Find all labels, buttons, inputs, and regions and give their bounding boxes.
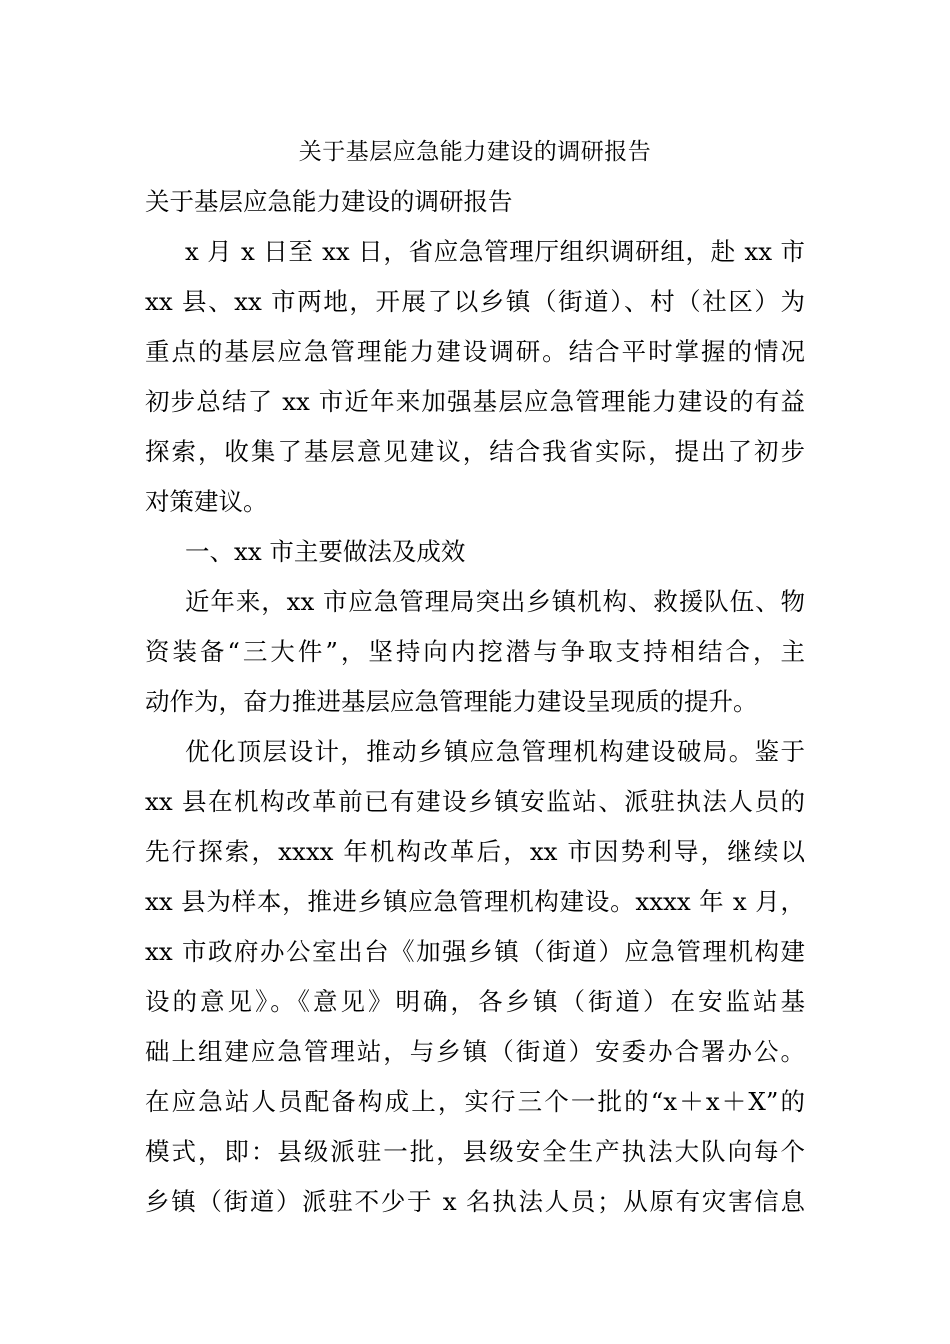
paragraph-line: 优化顶层设计，推动乡镇应急管理机构建设破局。鉴于 xyxy=(185,737,805,766)
paragraph-line: 资装备“三大件”，坚持向内挖潜与争取支持相结合，主 xyxy=(145,637,805,666)
paragraph-line: 对策建议。 xyxy=(145,487,268,516)
document-body xyxy=(145,177,805,1227)
paragraph-line: xx 县在机构改革前已有建设乡镇安监站、派驻执法人员的 xyxy=(145,787,805,816)
paragraph-line: 先行探索，xxxx 年机构改革后，xx 市因势利导，继续以 xyxy=(145,837,805,866)
paragraph-line: 设的意见》。《意见》明确，各乡镇（街道）在安监站基 xyxy=(145,987,805,1016)
paragraph-line: 初步总结了 xx 市近年来加强基层应急管理能力建设的有益 xyxy=(145,387,805,416)
paragraph-line: 重点的基层应急管理能力建设调研。结合平时掌握的情况 xyxy=(145,337,805,366)
paragraph-line: xx 市政府办公室出台《加强乡镇（街道）应急管理机构建 xyxy=(145,937,805,966)
paragraph-line: 乡镇（街道）派驻不少于 x 名执法人员；从原有灾害信息 xyxy=(145,1187,805,1216)
document-title: 关于基层应急能力建设的调研报告 xyxy=(298,139,652,165)
paragraph-line: 动作为，奋力推进基层应急管理能力建设呈现质的提升。 xyxy=(145,687,758,716)
paragraph-line: 探索，收集了基层意见建议，结合我省实际，提出了初步 xyxy=(145,437,805,466)
section-heading: 一、xx 市主要做法及成效 xyxy=(185,537,466,566)
paragraph-line: xx 县为样本，推进乡镇应急管理机构建设。xxxx 年 x 月， xyxy=(145,887,805,916)
paragraph-line: 础上组建应急管理站，与乡镇（街道）安委办合署办公。 xyxy=(145,1037,805,1066)
paragraph-line: 近年来，xx 市应急管理局突出乡镇机构、救援队伍、物 xyxy=(185,587,805,616)
paragraph-line: x 月 x 日至 xx 日，省应急管理厅组织调研组，赴 xx 市 xyxy=(185,237,805,266)
paragraph-line: xx 县、xx 市两地，开展了以乡镇（街道）、村（社区）为 xyxy=(145,287,805,316)
paragraph-line: 模式，即：县级派驻一批，县级安全生产执法大队向每个 xyxy=(145,1137,805,1166)
report-subtitle: 关于基层应急能力建设的调研报告 xyxy=(145,187,513,216)
paragraph-line: 在应急站人员配备构成上，实行三个一批的“x＋x＋X”的 xyxy=(145,1087,805,1116)
